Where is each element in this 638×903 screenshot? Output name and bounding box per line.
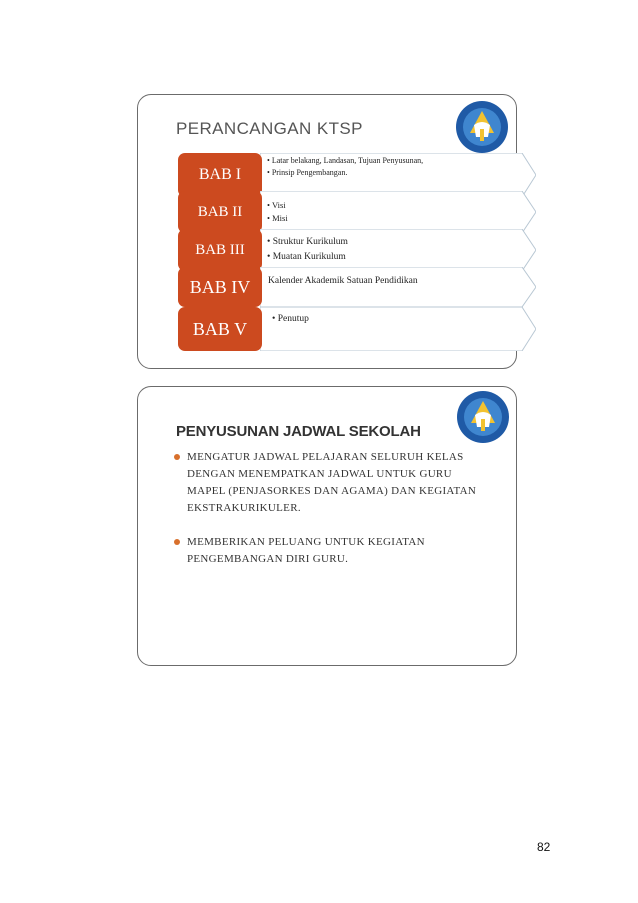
list-item-line: MEMBERIKAN PELUANG UNTUK KEGIATAN	[187, 536, 425, 548]
arrow-shape	[260, 191, 536, 233]
bullet-item: • Muatan Kurikulum	[267, 252, 346, 262]
list-item	[174, 534, 504, 568]
list-item-line: PENGEMBANGAN DIRI GURU.	[187, 553, 349, 565]
bab-bullets	[267, 229, 348, 271]
slide-title: PENYUSUNAN JADWAL SEKOLAH	[176, 423, 421, 440]
bullet-item: • Penutup	[272, 314, 309, 324]
bullet-item: • Struktur Kurikulum	[267, 237, 348, 247]
bullet-item: • Latar belakang, Landasan, Tujuan Penyusunan,	[267, 156, 424, 165]
slide-title: PERANCANGAN KTSP	[176, 119, 363, 138]
bab-label: BAB III	[178, 229, 262, 271]
bullet-dot-icon	[174, 454, 180, 460]
bullet-item: • Visi	[267, 200, 286, 210]
slide-penyusunan-jadwal	[137, 386, 517, 666]
bullet-dot-icon	[174, 539, 180, 545]
page-number: 82	[537, 840, 551, 854]
tut-wuri-handayani-logo-icon	[455, 389, 511, 445]
list-item-line: EKSTRAKURIKULER.	[187, 502, 301, 514]
bullet-item: • Prinsip Pengembangan.	[267, 168, 348, 177]
slide-perancangan-ktsp	[137, 94, 517, 369]
bab-bullets	[267, 191, 288, 233]
list-item-line: MENGATUR JADWAL PELAJARAN SELURUH KELAS	[187, 451, 464, 463]
bullet-item: • Misi	[267, 213, 288, 223]
bab-label: BAB I	[178, 153, 262, 197]
bab-label: BAB IV	[178, 267, 262, 307]
list-item-line: MAPEL (PENJASORKES DAN AGAMA) DAN KEGIATAN	[187, 485, 477, 497]
tut-wuri-handayani-logo-icon	[454, 99, 510, 155]
bullet-list	[174, 449, 504, 568]
bab-bullets	[272, 307, 309, 357]
list-item-line: DENGAN MENEMPATKAN JADWAL UNTUK GURU	[187, 468, 452, 480]
list-item	[174, 449, 504, 517]
bab-label: BAB V	[178, 307, 262, 351]
bab-label: BAB II	[178, 191, 262, 233]
bab-text-line: Kalender Akademik Satuan Pendidikan	[268, 276, 418, 286]
